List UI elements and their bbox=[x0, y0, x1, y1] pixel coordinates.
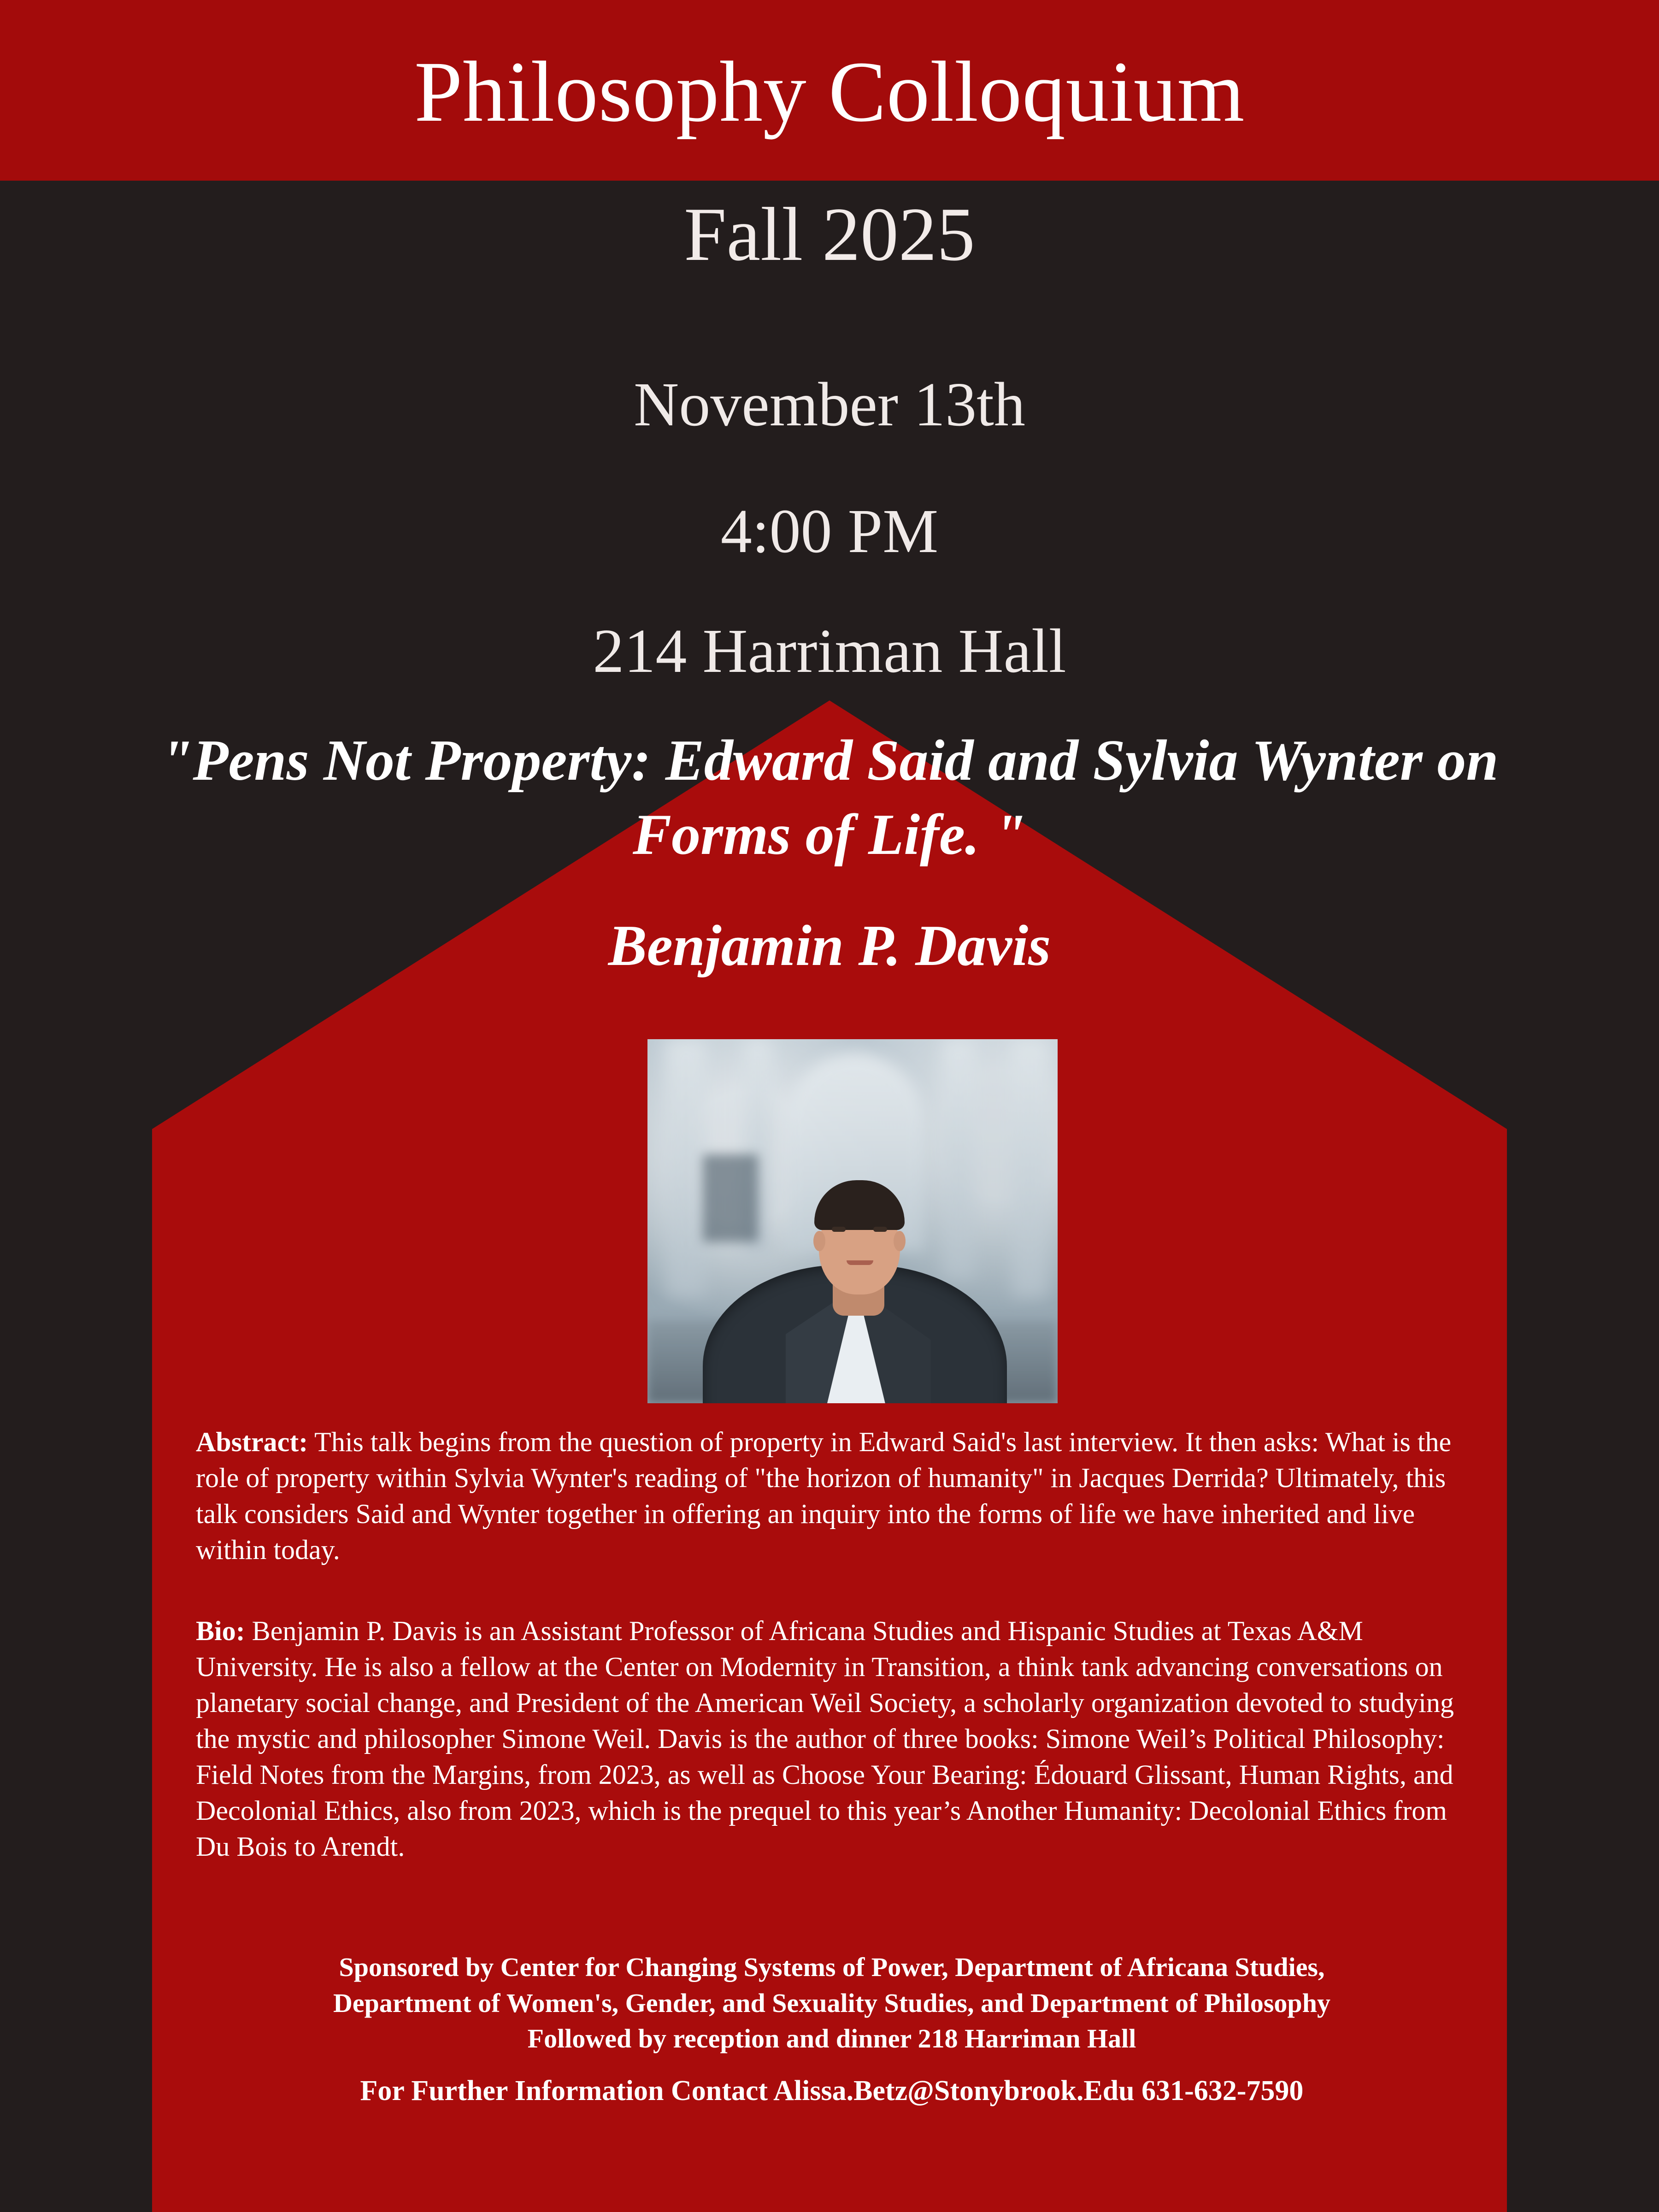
abstract-text: This talk begins from the question of property in Edward Said's last interview. It then asks: What is the role of property within Sylvia Wynter's reading of "the horizon of humanity" in Jacques Derrida? Ultimately, this talk considers Said and Wynter together in offering an inquiry into the forms of life we have inherited and live within today. bbox=[196, 1427, 1452, 1565]
bio-paragraph bbox=[196, 1613, 1468, 1865]
event-time: 4:00 PM bbox=[720, 497, 939, 566]
sponsors-line-2: Department of Women's, Gender, and Sexuality Studies, and Department of Philosophy bbox=[333, 1988, 1330, 2018]
abstract-paragraph bbox=[196, 1424, 1468, 1568]
ear-right-shape bbox=[894, 1231, 906, 1251]
portrait-image bbox=[647, 1039, 1058, 1403]
reception-line: Followed by reception and dinner 218 Harriman Hall bbox=[527, 2024, 1136, 2054]
sponsors-line-1: Sponsored by Center for Changing Systems of Power, Department of Africana Studies, bbox=[339, 1952, 1325, 1982]
mouth-shape bbox=[847, 1260, 873, 1265]
eye-left-shape bbox=[832, 1227, 846, 1232]
background-column-icon bbox=[942, 1039, 975, 1279]
background-column-icon bbox=[1012, 1039, 1048, 1297]
page-title: Philosophy Colloquium bbox=[414, 43, 1245, 140]
bio-label: Bio: bbox=[196, 1616, 245, 1646]
event-date: November 13th bbox=[634, 370, 1025, 439]
sponsors-block bbox=[184, 1949, 1479, 2057]
ear-left-shape bbox=[813, 1231, 825, 1251]
page-subtitle: Fall 2025 bbox=[684, 192, 975, 276]
talk-title: "Pens Not Property: Edward Said and Sylvia Wynter on Forms of Life. " bbox=[160, 729, 1499, 867]
speaker-name: Benjamin P. Davis bbox=[608, 914, 1051, 978]
speaker-portrait bbox=[647, 1039, 1058, 1403]
bio-text: Benjamin P. Davis is an Assistant Professor of Africana Studies and Hispanic Studies at Texas A&M University. He is also a fellow at the Center on Modernity in Transition, a think tank advancing conversations on planetary social change, and President of the American Weil Society, a scholarly organization devoted to studying the mystic and philosopher Simone Weil. Davis is the author of three books: Simone Weil’s Political Philosophy: Field Notes from the Margins, from 2023, as well as Choose Your Bearing: Édouard Glissant, Human Rights, and Decolonial Ethics, also from 2023, which is the prequel to this year’s Another Humanity: Decolonial Ethics from Du Bois to Arendt. bbox=[196, 1616, 1454, 1862]
abstract-label: Abstract: bbox=[196, 1427, 308, 1457]
eye-right-shape bbox=[873, 1227, 887, 1232]
contact-line: For Further Information Contact Alissa.Betz@Stonybrook.Edu 631-632-7590 bbox=[360, 2075, 1304, 2106]
background-column-icon bbox=[666, 1039, 706, 1297]
background-window-icon bbox=[703, 1154, 758, 1242]
event-location: 214 Harriman Hall bbox=[593, 617, 1066, 686]
